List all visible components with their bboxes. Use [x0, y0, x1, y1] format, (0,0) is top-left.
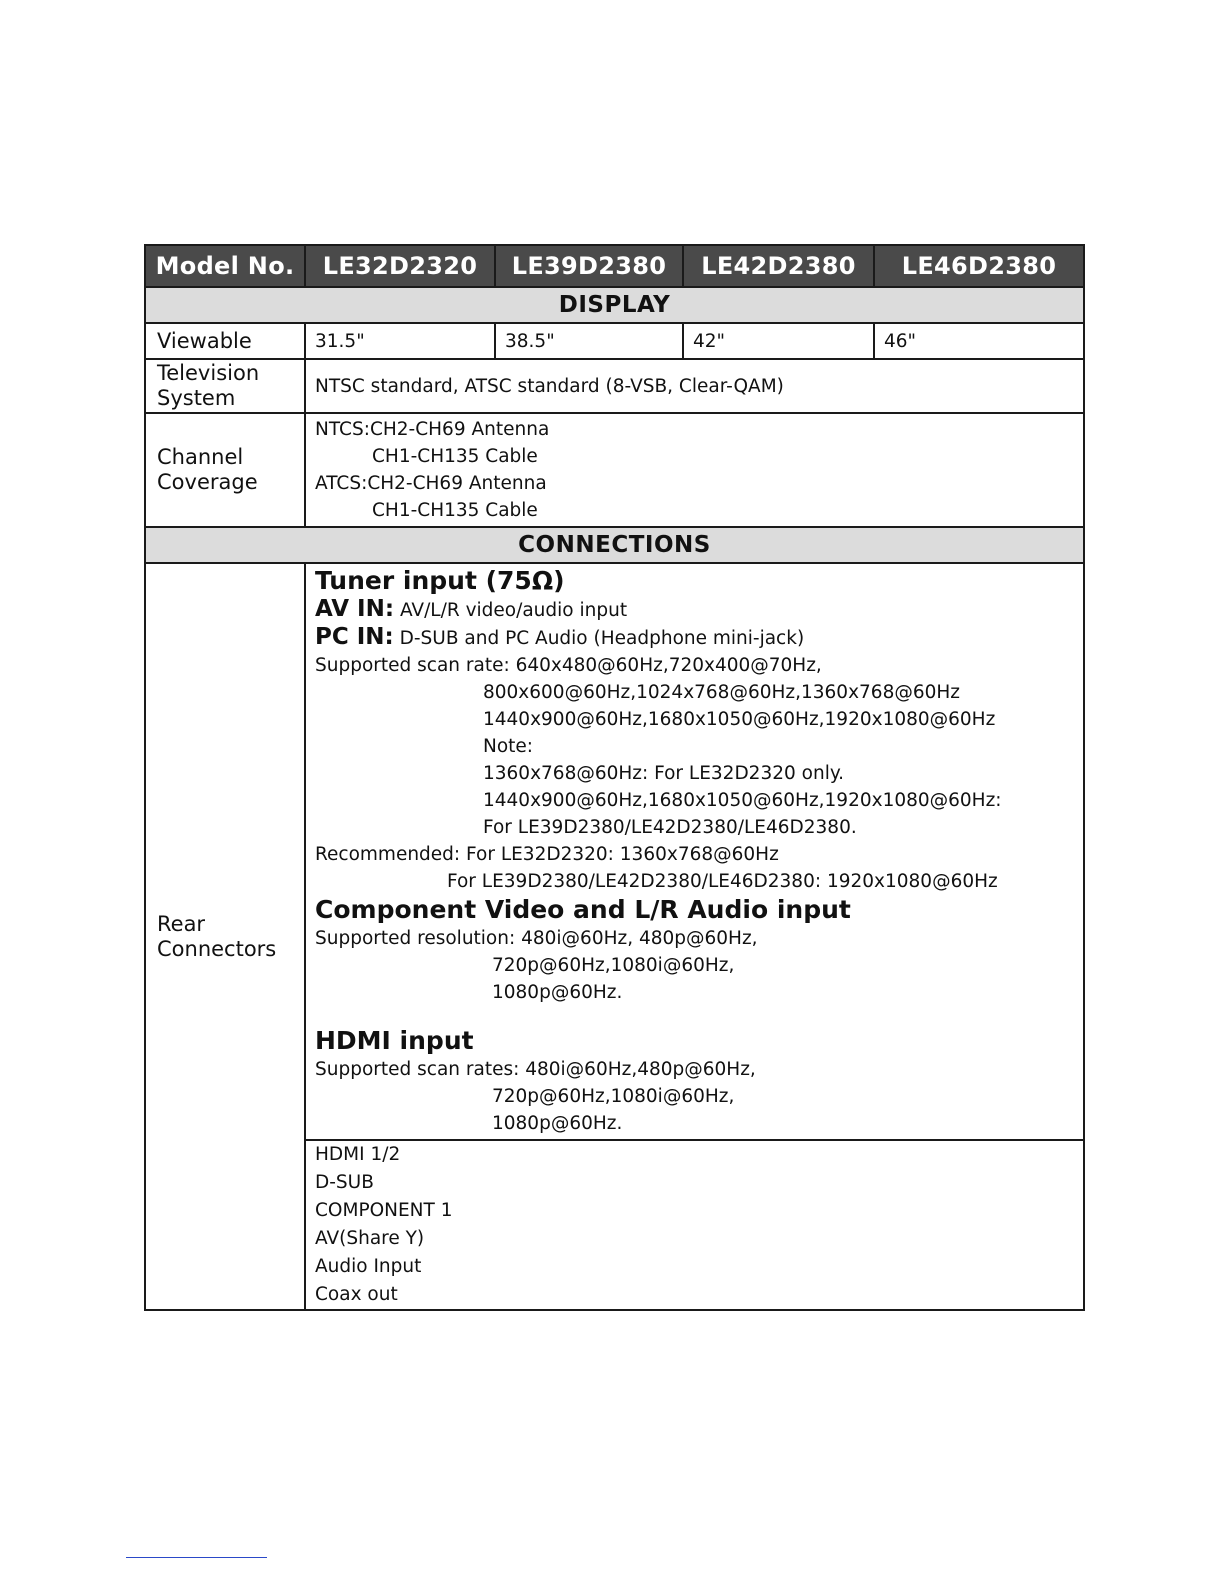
component-heading: Component Video and L/R Audio input [315, 895, 851, 924]
port-item: AV(Share Y) [315, 1228, 425, 1249]
footer-underline [126, 1557, 267, 1559]
port-item: Audio Input [315, 1256, 422, 1277]
spec-table [144, 244, 1085, 1311]
tv-system-label-line: Television [157, 361, 260, 385]
channel-line: CH1-CH135 Cable [372, 446, 538, 467]
spacer [315, 1006, 1083, 1026]
rear-connectors-row [145, 563, 1084, 1140]
hdmi-line: 1080p@60Hz. [492, 1113, 623, 1134]
component-line: Supported resolution: 480i@60Hz, 480p@60Hz, [315, 928, 758, 949]
tuner-input-heading: Tuner input (75Ω) [315, 566, 565, 595]
viewable-value: 42" [683, 323, 874, 359]
model-no-header: Model No. [145, 245, 305, 287]
viewable-row [145, 323, 1084, 359]
recommended-line: For LE39D2380/LE42D2380/LE46D2380: 1920x1080@60Hz [447, 871, 998, 892]
av-in-line [315, 596, 1083, 624]
header-row [145, 245, 1084, 287]
channel-coverage-value [305, 413, 1084, 527]
channel-line: CH1-CH135 Cable [372, 500, 538, 521]
hdmi-line: 720p@60Hz,1080i@60Hz, [492, 1086, 735, 1107]
scan-rate-line: 1440x900@60Hz,1680x1050@60Hz,1920x1080@60Hz [483, 709, 996, 730]
rear-connectors-label [145, 563, 305, 1310]
connections-section-row [145, 527, 1084, 563]
scan-rate-line: Note: [483, 736, 534, 757]
channel-line: NTCS:CH2-CH69 Antenna [315, 419, 550, 440]
rear-label-line: Connectors [157, 936, 277, 961]
channel-line: ATCS:CH2-CH69 Antenna [315, 473, 547, 494]
model-header: LE42D2380 [683, 245, 874, 287]
av-in-heading: AV IN: [315, 596, 395, 622]
channel-coverage-row [145, 413, 1084, 527]
viewable-value: 46" [874, 323, 1084, 359]
component-line: 1080p@60Hz. [492, 982, 623, 1003]
model-header: LE32D2320 [305, 245, 495, 287]
channel-label-line: Channel [157, 445, 244, 469]
connections-section-title: CONNECTIONS [145, 527, 1084, 563]
port-item: COMPONENT 1 [315, 1200, 453, 1221]
av-in-text: AV/L/R video/audio input [394, 600, 628, 621]
tv-system-label-line: System [157, 386, 236, 410]
port-item: D-SUB [315, 1172, 374, 1193]
channel-label-line: Coverage [157, 470, 258, 494]
rear-ports-list [305, 1140, 1084, 1310]
channel-coverage-label [145, 413, 305, 527]
scan-rate-line: 1440x900@60Hz,1680x1050@60Hz,1920x1080@60Hz: [483, 790, 1002, 811]
hdmi-line: Supported scan rates: 480i@60Hz,480p@60Hz, [315, 1059, 756, 1080]
scan-rate-line: For LE39D2380/LE42D2380/LE46D2380. [483, 817, 857, 838]
tv-system-value: NTSC standard, ATSC standard (8-VSB, Clear-QAM) [305, 359, 1084, 413]
recommended-line: Recommended: For LE32D2320: 1360x768@60Hz [315, 844, 779, 865]
pc-in-text: D-SUB and PC Audio (Headphone mini-jack) [393, 628, 805, 649]
model-header: LE46D2380 [874, 245, 1084, 287]
rear-connectors-details [305, 563, 1084, 1140]
component-line: 720p@60Hz,1080i@60Hz, [492, 955, 735, 976]
port-item: Coax out [315, 1284, 398, 1305]
pc-in-heading: PC IN: [315, 624, 394, 650]
port-item: HDMI 1/2 [315, 1144, 401, 1165]
rear-label-line: Rear [157, 911, 206, 936]
tv-system-row [145, 359, 1084, 413]
viewable-value: 31.5" [305, 323, 495, 359]
hdmi-heading: HDMI input [315, 1026, 474, 1055]
pc-in-line [315, 624, 1083, 652]
display-section-title: DISPLAY [145, 287, 1084, 323]
scan-rate-line: 800x600@60Hz,1024x768@60Hz,1360x768@60Hz [483, 682, 960, 703]
display-section-row [145, 287, 1084, 323]
viewable-label: Viewable [145, 323, 305, 359]
model-header: LE39D2380 [495, 245, 683, 287]
tv-system-label [145, 359, 305, 413]
scan-rate-line: Supported scan rate: 640x480@60Hz,720x400@70Hz, [315, 655, 822, 676]
scan-rate-line: 1360x768@60Hz: For LE32D2320 only. [483, 763, 845, 784]
viewable-value: 38.5" [495, 323, 683, 359]
